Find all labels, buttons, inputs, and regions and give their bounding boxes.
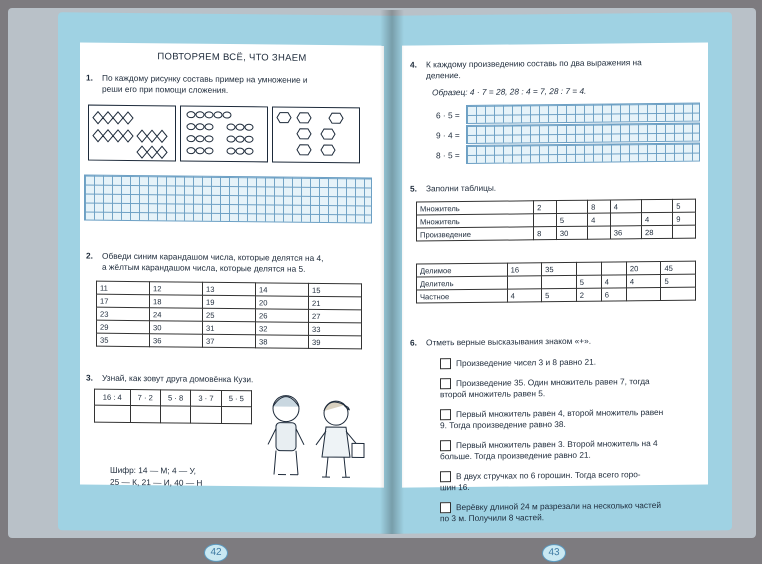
product-row-label: 6 · 5 = (436, 110, 460, 121)
product-answer-grid[interactable] (466, 123, 700, 144)
task2-text-line1: Обведи синим карандашом числа, которые делятся на 4, (102, 250, 324, 264)
table-cell[interactable] (626, 287, 661, 300)
book-spine-shadow (380, 10, 404, 534)
left-page (58, 12, 394, 558)
picture-hexagons (272, 106, 360, 163)
table-cell[interactable]: 37 (203, 334, 256, 348)
statement-text: Первый множитель равен 3. Второй множитель на 4 (456, 437, 658, 451)
picture-ovals (180, 106, 268, 163)
statement-checkbox[interactable] (440, 409, 451, 420)
product-row-label: 9 · 4 = (436, 130, 460, 141)
cipher-expression: 5 · 8 (160, 390, 190, 406)
table-cell[interactable]: 35 (97, 333, 150, 347)
table-cell[interactable]: 35 (542, 262, 577, 275)
table-cell[interactable]: 11 (97, 281, 150, 295)
table-cell[interactable]: 20 (626, 261, 661, 274)
statement-text: В двух стручках по 6 горошин. Тогда всего горо- (456, 469, 641, 482)
statement-text-cont: больше. Тогда произведение равно 21. (440, 449, 591, 462)
page-number-right: 43 (542, 544, 566, 562)
task4-text-line2: деление. (426, 70, 461, 81)
table-cell[interactable] (673, 225, 696, 238)
cipher-key-line2: 25 — К, 21 — И, 40 — Н (110, 476, 203, 488)
statement-text: Произведение 35. Один множитель равен 7, тогда (456, 376, 650, 389)
task6-number: 6. (410, 337, 417, 348)
product-answer-grid[interactable] (466, 103, 700, 124)
table-cell[interactable]: 30 (556, 226, 587, 239)
task2-text-line2: а жёлтым карандашом числа, которые делятся на 5. (102, 261, 306, 274)
task3-text: Узнай, как зовут друга домовёнка Кузи. (102, 372, 254, 385)
table-cell[interactable]: 4 (507, 289, 542, 302)
table-cell[interactable]: 4 (610, 200, 641, 213)
page-heading: ПОВТОРЯЕМ ВСЁ, ЧТО ЗНАЕМ (157, 51, 307, 64)
row-label: Делитель (417, 276, 508, 290)
division-table (416, 261, 696, 304)
table-cell[interactable]: 21 (309, 296, 362, 310)
table-cell[interactable]: 25 (203, 308, 256, 322)
cipher-answer-row (95, 405, 252, 424)
task1-text-line1: По каждому рисунку составь пример на умножение и (102, 72, 308, 85)
cipher-expression: 3 · 7 (191, 390, 221, 406)
table-cell[interactable] (642, 199, 673, 212)
numbers-table (96, 281, 362, 350)
row-label: Множитель (417, 214, 534, 228)
table-cell[interactable]: 29 (97, 320, 150, 334)
table-cell[interactable]: 6 (601, 288, 626, 301)
table-cell[interactable] (576, 262, 601, 275)
statement-checkbox[interactable] (440, 440, 451, 451)
table-cell[interactable]: 31 (203, 321, 256, 335)
task1-number: 1. (86, 72, 93, 83)
row-label: Произведение (417, 227, 534, 241)
table-cell[interactable]: 26 (256, 309, 309, 323)
table-cell[interactable]: 20 (256, 296, 309, 310)
page-number-left: 42 (204, 544, 228, 562)
cipher-answer-cell[interactable] (160, 406, 190, 423)
task5-number: 5. (410, 183, 417, 194)
statement-text-cont: второй множитель равен 5. (440, 388, 546, 400)
row-label: Делимое (417, 263, 508, 277)
table-cell[interactable]: 19 (203, 295, 256, 309)
table-cell[interactable]: 2 (576, 288, 601, 301)
table-cell[interactable]: 28 (642, 225, 673, 238)
statement-text-cont: шин 16. (440, 481, 470, 493)
cipher-table (94, 389, 252, 425)
task4-sample: Образец: 4 · 7 = 28, 28 : 4 = 7, 28 : 7 = 4. (432, 85, 587, 98)
table-cell[interactable]: 23 (97, 307, 150, 321)
table-cell[interactable]: 38 (256, 335, 309, 349)
right-page-content (402, 42, 708, 524)
cipher-expression: 5 · 5 (221, 390, 251, 406)
table-cell[interactable]: 45 (661, 261, 696, 274)
table-cell[interactable]: 5 (661, 274, 696, 287)
table-cell[interactable] (588, 226, 611, 239)
statement-text-cont: 9. Тогда произведение равно 38. (440, 418, 566, 431)
table-cell[interactable]: 17 (97, 294, 150, 308)
statement-checkbox[interactable] (440, 502, 451, 513)
table-cell[interactable]: 36 (150, 334, 203, 348)
table-cell[interactable]: 5 (556, 213, 587, 226)
task4-text-line1: К каждому произведению составь по два выражения на (426, 57, 642, 70)
table-cell[interactable]: 4 (588, 213, 611, 226)
table-cell[interactable]: 2 (534, 201, 557, 214)
table-cell[interactable]: 30 (150, 321, 203, 335)
ovals-drawing (181, 107, 267, 162)
table-cell[interactable] (534, 214, 557, 227)
diamonds-drawing (89, 106, 175, 161)
table-cell[interactable] (610, 213, 641, 226)
table-cell[interactable]: 8 (534, 227, 557, 240)
children-illustration (258, 386, 368, 491)
cipher-answer-cell[interactable] (95, 405, 131, 422)
cipher-key-line1: Шифр: 14 — М; 4 — У, (110, 464, 196, 476)
task5-text: Заполни таблицы. (426, 182, 497, 194)
row-label: Частное (417, 289, 508, 303)
table-row (417, 225, 696, 241)
table-cell[interactable]: 4 (601, 275, 626, 288)
statement-checkbox[interactable] (440, 471, 451, 482)
table-cell[interactable] (542, 275, 577, 288)
table-cell[interactable]: 5 (576, 275, 601, 288)
table-cell[interactable]: 4 (642, 212, 673, 225)
task1-text-line2: реши его при помощи сложения. (102, 83, 229, 96)
cipher-expression: 16 : 4 (95, 389, 131, 405)
table-cell[interactable] (507, 276, 542, 289)
statement-text: Произведение чисел 3 и 8 равно 21. (456, 356, 597, 369)
statement-checkbox[interactable] (440, 358, 451, 369)
picture-diamonds (88, 105, 176, 162)
table-cell[interactable]: 9 (673, 212, 696, 225)
product-answer-grid[interactable] (466, 143, 700, 164)
task2-number: 2. (86, 250, 93, 261)
table-cell[interactable]: 4 (626, 274, 661, 287)
task6-text: Отметь верные высказывания знаком «+». (426, 335, 592, 348)
table-cell[interactable]: 12 (150, 282, 203, 296)
table-cell[interactable]: 13 (203, 282, 256, 296)
table-cell[interactable]: 32 (256, 322, 309, 336)
task4-number: 4. (410, 59, 417, 70)
table-cell[interactable]: 39 (309, 335, 362, 349)
table-cell[interactable] (661, 287, 696, 300)
left-page-content (80, 42, 384, 487)
table-cell[interactable] (601, 262, 626, 275)
table-cell[interactable]: 5 (542, 288, 577, 301)
right-page (392, 12, 732, 559)
table-cell[interactable]: 18 (150, 295, 203, 309)
task1-answer-grid[interactable] (84, 175, 372, 224)
cipher-header-row (95, 389, 252, 407)
table-cell[interactable]: 27 (309, 309, 362, 323)
table-cell[interactable]: 15 (309, 283, 362, 297)
row-label: Множитель (417, 201, 534, 215)
hexagons-drawing (273, 107, 359, 162)
table-cell[interactable] (556, 200, 587, 213)
table-row (417, 287, 696, 303)
statement-checkbox[interactable] (440, 378, 451, 389)
multiplication-table (416, 199, 696, 242)
table-cell[interactable]: 8 (588, 200, 611, 213)
cipher-answer-cell[interactable] (130, 405, 160, 422)
task3-number: 3. (86, 372, 93, 383)
cipher-answer-cell[interactable] (221, 406, 251, 423)
product-row-label: 8 · 5 = (436, 150, 460, 161)
statement-text: Первый множитель равен 4, второй множитель равен (456, 406, 664, 420)
table-cell[interactable]: 36 (610, 226, 641, 239)
table-cell[interactable]: 16 (507, 263, 542, 276)
statement-text-cont: по 3 м. Получили 8 частей. (440, 512, 545, 524)
table-cell[interactable]: 5 (673, 199, 696, 212)
statement-text: Верёвку длиной 24 м разрезали на несколько частей (456, 499, 661, 513)
table-cell[interactable]: 14 (256, 283, 309, 297)
table-cell[interactable]: 33 (309, 322, 362, 336)
table-cell[interactable]: 24 (150, 308, 203, 322)
cipher-expression: 7 · 2 (130, 389, 160, 405)
table-row (97, 333, 362, 349)
cipher-answer-cell[interactable] (191, 406, 221, 423)
